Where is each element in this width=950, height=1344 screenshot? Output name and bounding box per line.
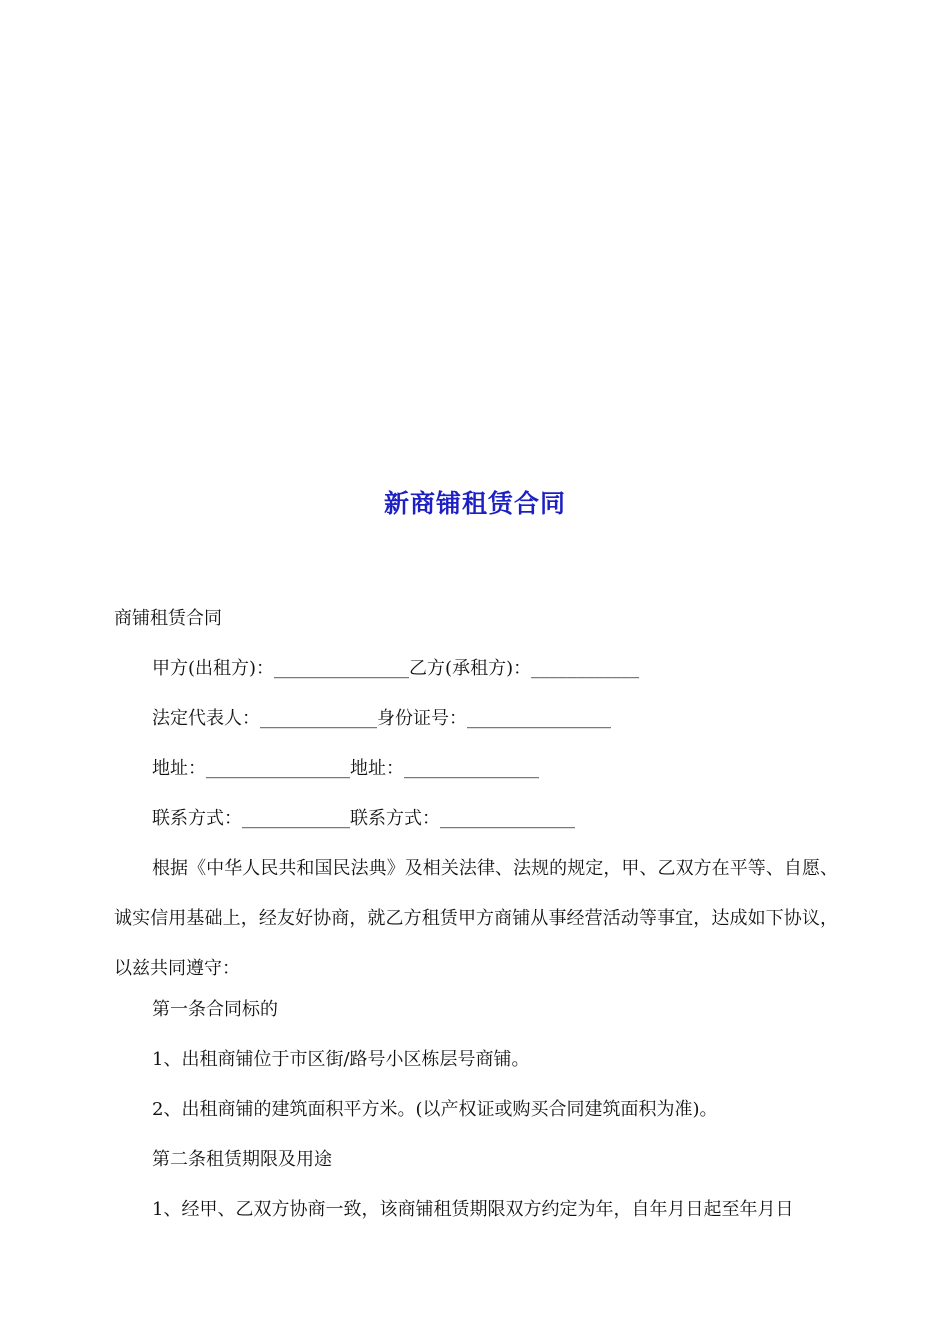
address-line: 地址：________________地址：_______________ — [152, 758, 539, 779]
contract-heading: 商铺租赁合同 — [114, 608, 222, 629]
clause-2-heading: 第二条租赁期限及用途 — [152, 1149, 332, 1170]
document-body — [114, 603, 838, 1244]
contact-line: 联系方式：____________联系方式：_______________ — [152, 808, 575, 829]
clause-2-item-1: 1、经甲、乙双方协商一致，该商铺租赁期限双方约定为年，自年月日起至年月日 — [152, 1199, 794, 1220]
preamble-paragraph: 根据《中华人民共和国民法典》及相关法律、法规的规定，甲、乙双方在平等、自愿、诚实信用基础上，经友好协商，就乙方租赁甲方商铺从事经营活动等事宜，达成如下协议，以兹共同遵守： — [114, 858, 838, 979]
clause-1-heading: 第一条合同标的 — [152, 999, 278, 1020]
document-title: 新商铺租赁合同 — [383, 489, 566, 518]
clause-1-item-2: 2、出租商铺的建筑面积平方米。(以产权证或购买合同建筑面积为准)。 — [152, 1099, 718, 1120]
representative-id-line: 法定代表人：_____________身份证号：________________ — [152, 708, 611, 729]
party-names-line: 甲方(出租方)：_______________乙方(承租方)：____________ — [152, 658, 640, 679]
clause-1-item-1: 1、出租商铺位于市区街/路号小区栋层号商铺。 — [152, 1049, 530, 1070]
